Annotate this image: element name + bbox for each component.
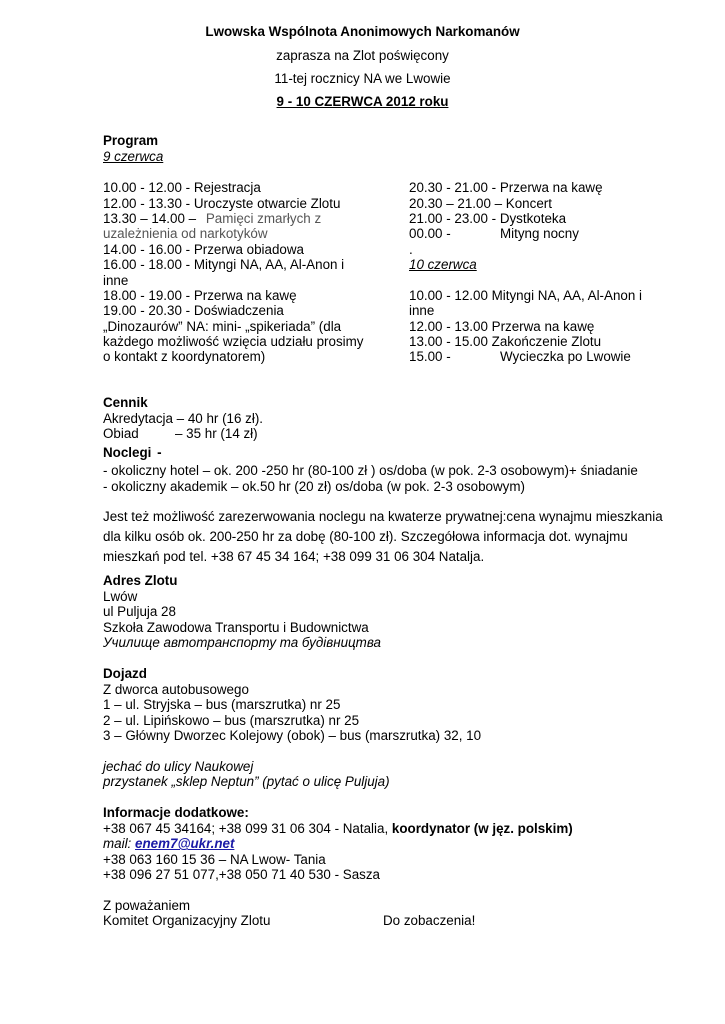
accommodation-note: Jest też możliwość zarezerwowania noclegu na kwaterze prywatnej:cena wynajmu mieszkania dla kilku osób ok. 200-250 hr za dobę (80-100 zł). Szczegółowa informacja dot. wynajmu mieszkań pod tel. +38 67 45 34 164; +38 099 31 06 304 Natalja. [103, 509, 663, 564]
email-link[interactable]: enem7@ukr.net [135, 836, 235, 851]
document-title: Lwowska Wspólnota Anonimowych Narkomanów [205, 24, 520, 39]
schedule-item: „Dinozaurów” NA: mini- „spikeriada” (dla [103, 319, 342, 334]
directions-note: przystanek „sklep Neptun” (pytać o ulicę Puljuja) [103, 774, 390, 789]
day1-label: 9 czerwca [103, 149, 164, 164]
schedule-item [409, 349, 631, 365]
schedule-item: 19.00 - 20.30 - Doświadczenia [103, 303, 284, 318]
schedule-item: 10.00 - 12.00 - Rejestracja [103, 180, 261, 195]
directions-line: 2 – ul. Lipińskowo – bus (marszrutka) nr 25 [103, 713, 360, 728]
coordinator-label: koordynator (w jęz. polskim) [391, 821, 573, 836]
schedule-text: Pamięci zmarłych z [205, 211, 322, 226]
noclegi-dash: - [157, 445, 162, 460]
dojazd-heading: Dojazd [103, 666, 147, 681]
signature-committee: Komitet Organizacyjny Zlotu [103, 913, 271, 928]
schedule-item: 16.00 - 18.00 - Mityngi NA, AA, Al-Anon i [103, 257, 345, 272]
info-heading: Informacje dodatkowe: [103, 805, 249, 820]
contact-line [103, 821, 573, 837]
event-dates: 9 - 10 CZERWCA 2012 roku [276, 94, 449, 109]
price-value: – 35 hr (14 zł) [175, 426, 258, 441]
contact-phones: +38 067 45 34164; +38 099 31 06 304 - Natalia, [103, 821, 389, 836]
mail-label: mail: [103, 836, 132, 851]
closing-regards: Z poważaniem [103, 898, 191, 913]
schedule-text: Wycieczka po Lwowie [500, 349, 631, 364]
directions-line: 3 – Główny Dworzec Kolejowy (obok) – bus (marszrutka) 32, 10 [103, 728, 482, 743]
schedule-item: 20.30 – 21.00 – Koncert [409, 196, 552, 211]
noclegi-heading [103, 445, 162, 461]
schedule-item: o kontakt z koordynatorem) [103, 349, 266, 364]
contact-mail-line [103, 836, 234, 852]
program-heading: Program [103, 133, 159, 148]
schedule-time: 15.00 - [409, 349, 451, 364]
directions-line: Z dworca autobusowego [103, 682, 249, 697]
contact-line: +38 063 160 15 36 – NA Lwow- Tania [103, 852, 326, 867]
schedule-item: 12.00 - 13.30 - Uroczyste otwarcie Zlotu [103, 196, 341, 211]
noclegi-title: Noclegi [103, 445, 152, 460]
schedule-item: 21.00 - 23.00 - Dystkoteka [409, 211, 567, 226]
directions-note: jechać do ulicy Naukowej [103, 759, 254, 774]
accommodation-item: - okoliczny hotel – ok. 200 -250 hr (80-100 zł ) os/doba (w pok. 2-3 osobowym)+ śniadanie [103, 463, 638, 478]
directions-line: 1 – ul. Stryjska – bus (marszrutka) nr 25 [103, 697, 341, 712]
day2-label: 10 czerwca [409, 257, 477, 272]
address-line: Szkoła Zawodowa Transportu i Budownictwa [103, 620, 369, 635]
schedule-item: 14.00 - 16.00 - Przerwa obiadowa [103, 242, 304, 257]
schedule-time: 13.30 – 14.00 – [103, 211, 197, 226]
schedule-dot: . [409, 242, 413, 257]
price-item [103, 426, 258, 442]
schedule-item: 12.00 - 13.00 Przerwa na kawę [409, 319, 595, 334]
header-line-2: 11-tej rocznicy NA we Lwowie [274, 71, 451, 86]
schedule-item: uzależnienia od narkotyków [103, 226, 268, 241]
address-line: Lwów [103, 589, 138, 604]
price-item: Akredytacja – 40 hr (16 zł). [103, 411, 264, 426]
schedule-text: Mityng nocny [500, 226, 579, 241]
contact-line: +38 096 27 51 077,+38 050 71 40 530 - Sasza [103, 867, 380, 882]
adres-heading: Adres Zlotu [103, 573, 178, 588]
schedule-item: 10.00 - 12.00 Mityngi NA, AA, Al-Anon i [409, 288, 642, 303]
cennik-heading: Cennik [103, 395, 148, 410]
schedule-item [409, 226, 579, 242]
schedule-time: 00.00 - [409, 226, 451, 241]
schedule-item: 20.30 - 21.00 - Przerwa na kawę [409, 180, 603, 195]
schedule-item: 18.00 - 19.00 - Przerwa na kawę [103, 288, 297, 303]
schedule-item: każdego możliwość wzięcia udziału prosimy [103, 334, 364, 349]
address-line-ukrainian: Училище автотранспорту та будівництва [103, 635, 381, 650]
schedule-item: inne [103, 273, 129, 288]
schedule-item: 13.00 - 15.00 Zakończenie Zlotu [409, 334, 602, 349]
accommodation-item: - okoliczny akademik – ok.50 hr (20 zł) os/doba (w pok. 2-3 osobowym) [103, 479, 525, 494]
closing-bye: Do zobaczenia! [383, 913, 476, 928]
schedule-item [103, 211, 321, 227]
address-line: ul Puljuja 28 [103, 604, 176, 619]
price-label: Obiad [103, 426, 139, 441]
header-line-1: zaprasza na Zlot poświęcony [276, 48, 449, 63]
schedule-item: inne [409, 303, 435, 318]
